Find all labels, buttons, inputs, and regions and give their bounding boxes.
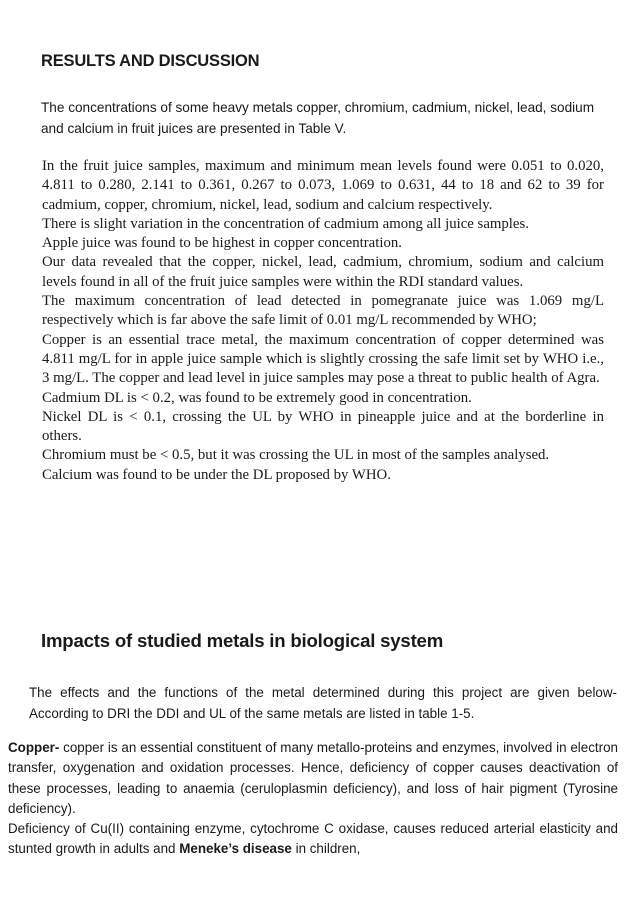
finding-9: Chromium must be < 0.5, but it was crossing the UL in most of the samples analysed. xyxy=(42,447,550,464)
intro-paragraph xyxy=(41,98,606,139)
finding-1: In the fruit juice samples, maximum and minimum mean levels found were 0.051 to 0.020, 4.811 to 0.280, 2.141 to 0.361, 0.267 to 0.073, 1.069 to 0.631, 44 to 18 and 62 to 39 for cadmium, copper, chromium, nickel, lead, sodium and calcium respectively. xyxy=(42,158,604,213)
finding-7: Cadmium DL is < 0.2, was found to be extremely good in concentration. xyxy=(42,389,472,406)
finding-3: Apple juice was found to be highest in copper concentration. xyxy=(42,235,402,252)
copper-paragraph-2 xyxy=(8,819,618,860)
copper-text-3: in children, xyxy=(291,841,361,857)
finding-10: Calcium was found to be under the DL proposed by WHO. xyxy=(42,466,391,483)
heading-impacts: Impacts of studied metals in biological system xyxy=(41,630,444,651)
effects-paragraph xyxy=(29,683,617,724)
intro-text: The concentrations of some heavy metals copper, chromium, cadmium, nickel, lead, sodium and calcium in fruit juices are presented in Table V. xyxy=(41,100,595,136)
copper-section xyxy=(8,738,618,860)
copper-text-1: copper is an essential constituent of many metallo-proteins and enzymes, involved in electron transfer, oxygenation and oxidation processes. Hence, deficiency of copper causes deactivation of these processes, leading to anaemia (ceruloplasmin deficiency), and loss of hair pigment (Tyrosine deficiency). xyxy=(8,740,618,816)
copper-text-2: Deficiency of Cu(II) containing enzyme, cytochrome C oxidase, causes reduced arterial elasticity and stunted growth in adults and xyxy=(8,821,618,857)
effects-text: The effects and the functions of the metal determined during this project are given below- According to DRI the DDI and UL of the same metals are listed in table 1-5. xyxy=(29,685,617,721)
finding-6: Copper is an essential trace metal, the maximum concentration of copper determined was 4.811 mg/L for in apple juice sample which is slightly crossing the safe limit set by WHO i.e., 3 mg/L. The copper and lead level in juice samples may pose a threat to public health of Agra. xyxy=(42,331,604,387)
copper-paragraph-1 xyxy=(8,738,618,819)
copper-label: Copper- xyxy=(8,740,60,755)
finding-4: Our data revealed that the copper, nickel, lead, cadmium, chromium, sodium and calcium levels found in all of the fruit juice samples were within the RDI standard values. xyxy=(42,254,604,290)
finding-8: Nickel DL is < 0.1, crossing the UL by WHO in pineapple juice and at the borderline in others. xyxy=(42,408,604,445)
heading-results-discussion: RESULTS AND DISCUSSION xyxy=(41,52,260,70)
findings-block xyxy=(42,157,604,485)
menekes-disease-term: Meneke’s disease xyxy=(179,841,292,857)
finding-2: There is slight variation in the concentration of cadmium among all juice samples. xyxy=(42,215,529,232)
finding-5: The maximum concentration of lead detected in pomegranate juice was 1.069 mg/L respectively which is far above the safe limit of 0.01 mg/L recommended by WHO; xyxy=(42,293,604,329)
